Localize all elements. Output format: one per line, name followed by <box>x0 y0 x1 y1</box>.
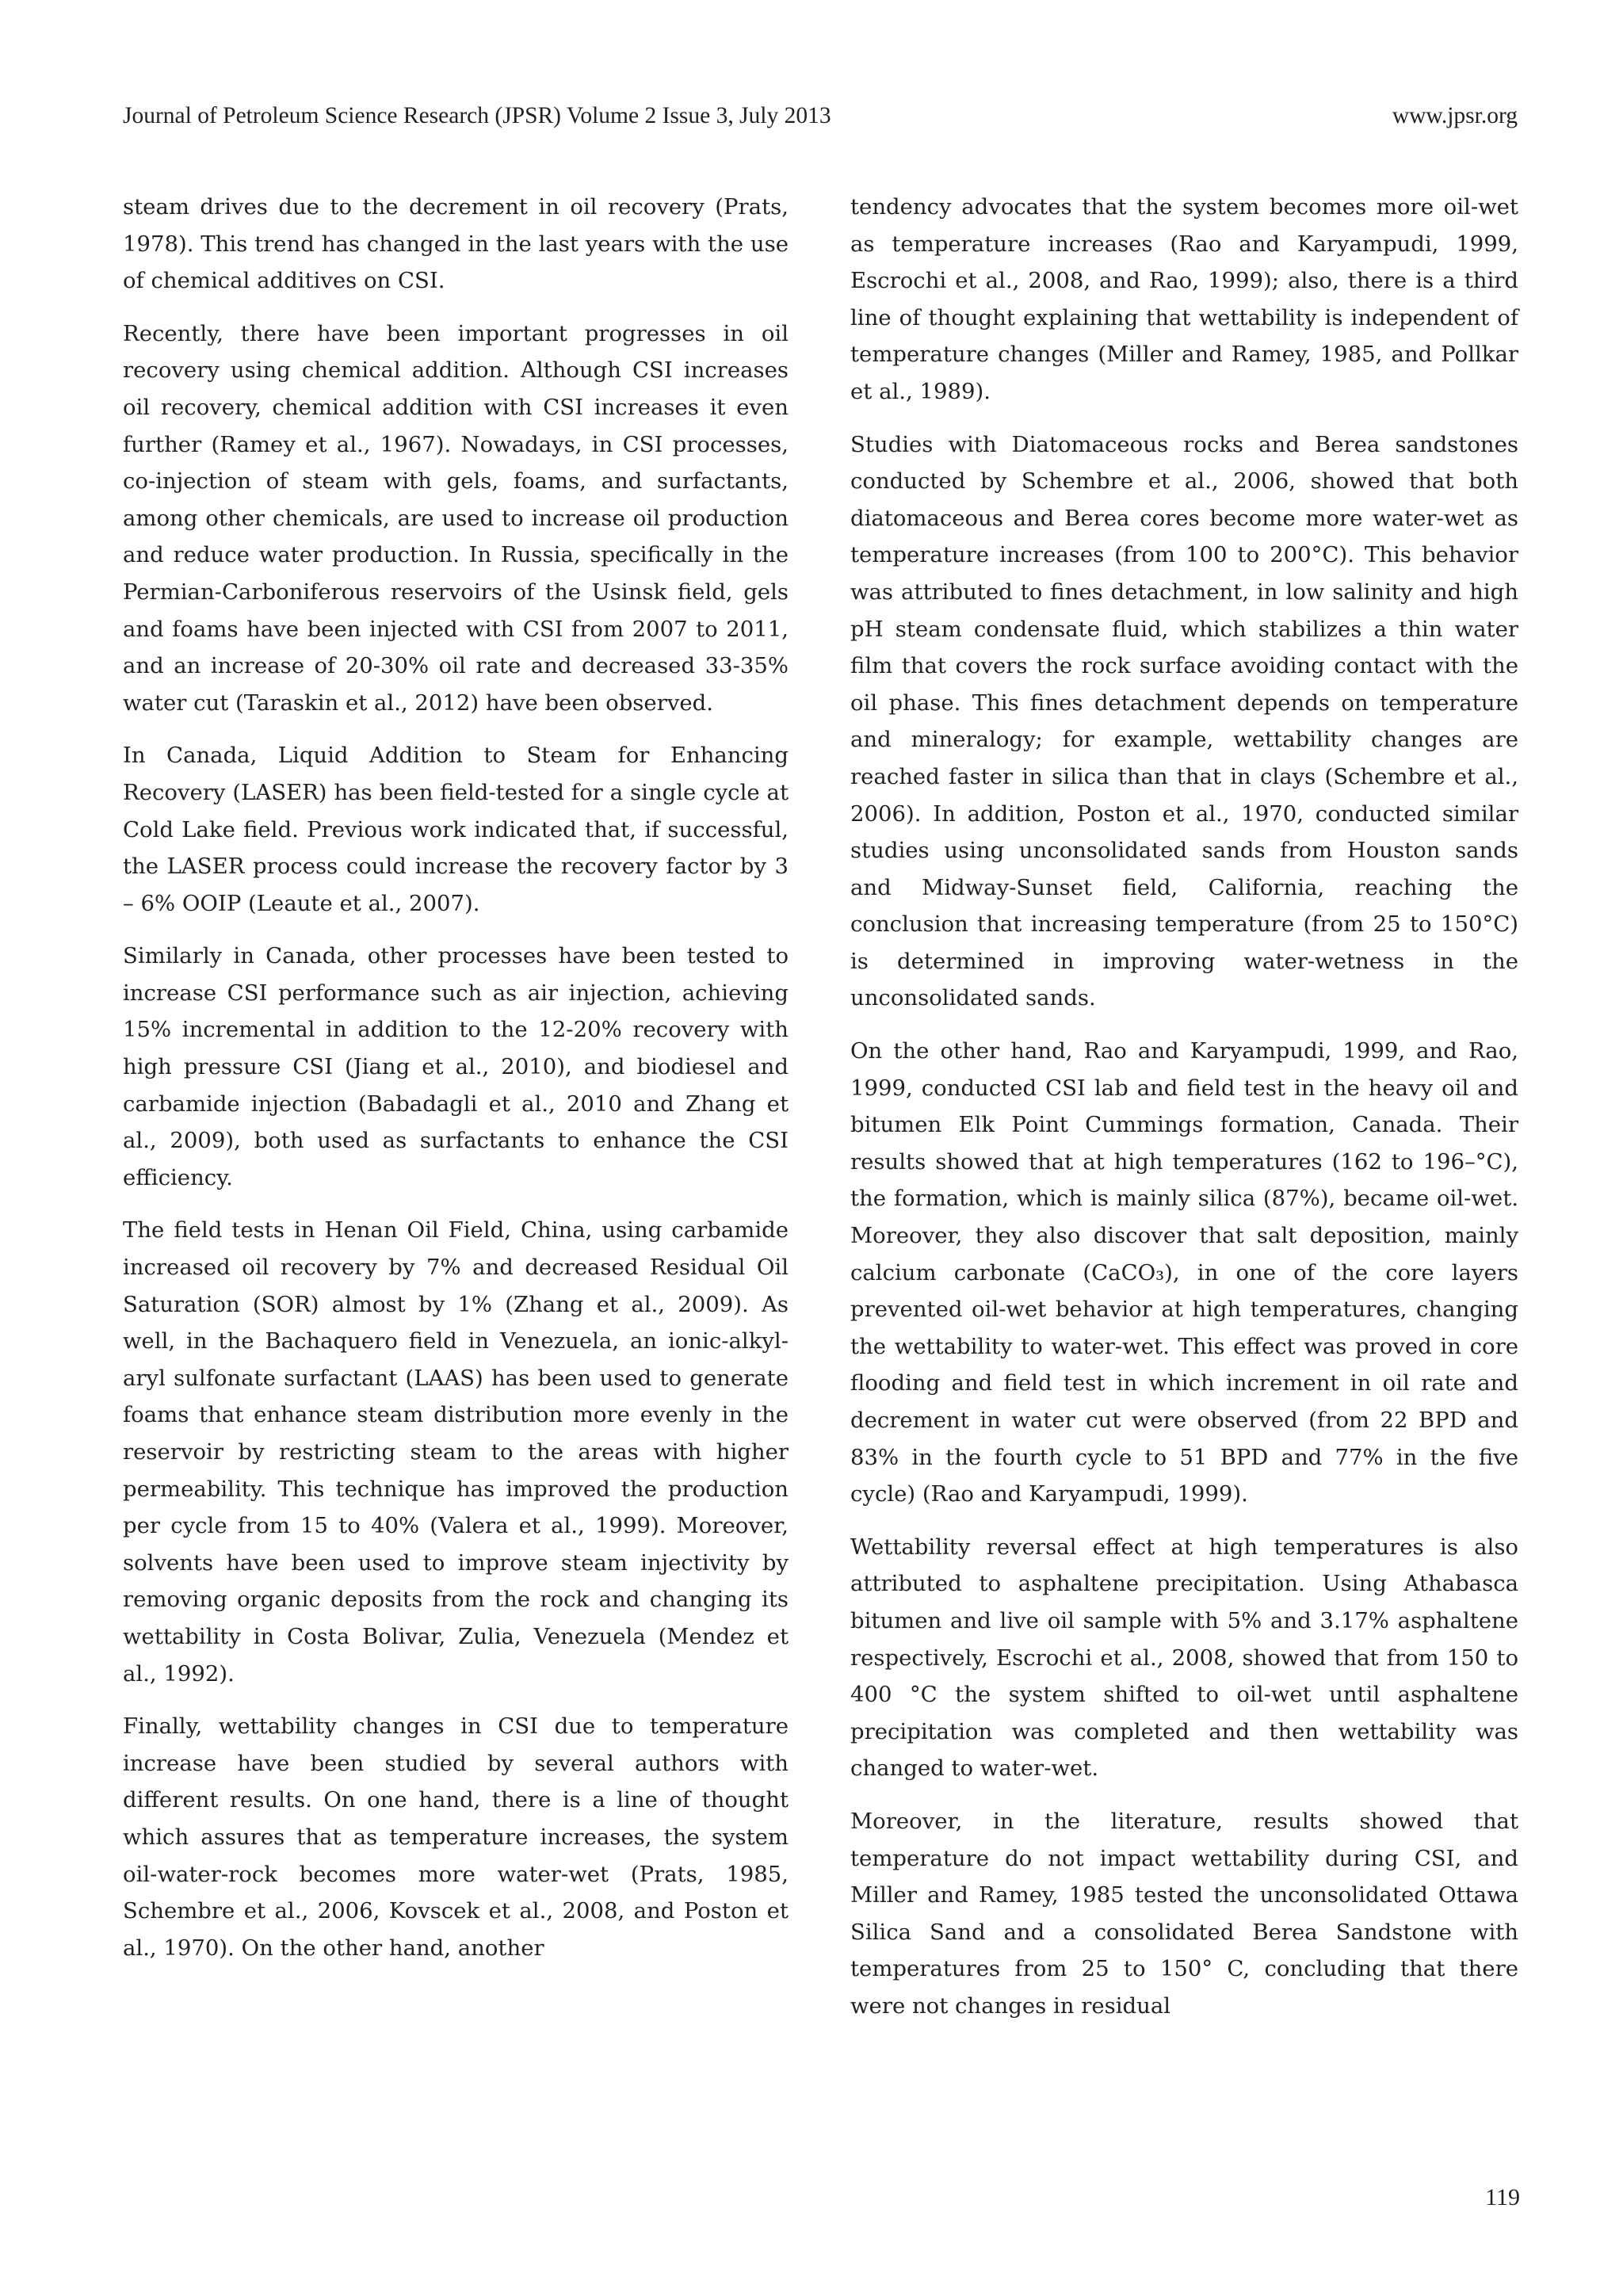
paragraph: Recently, there have been important progresses in oil recovery using chemical addition. Although CSI increases oil recovery, chemical addition with CSI increases it even further (Ramey et al., 1967). Nowadays, in CSI processes, co-injection of steam with gels, foams, and surfactants, among other chemicals, are used to increase oil production and reduce water production. In Russia, specifically in the Permian-Carboniferous reservoirs of the Usinsk field, gels and foams have been injected with CSI from 2007 to 2011, and an increase of 20-30% oil rate and decreased 33-35% water cut (Taraskin et al., 2012) have been observed. <box>123 320 789 716</box>
paragraph: Moreover, in the literature, results showed that temperature do not impact wettability during CSI, and Miller and Ramey, 1985 tested the unconsolidated Ottawa Silica Sand and a consolidated Berea Sandstone with temperatures from 25 to 150° C, concluding that there were not changes in residual <box>850 1808 1518 2019</box>
paragraph: In Canada, Liquid Addition to Steam for Enhancing Recovery (LASER) has been field-tested for a single cycle at Cold Lake field. Previous work indicated that, if successful, the LASER process could increase the recovery factor by 3 – 6% OOIP (Leaute et al., 2007). <box>123 743 789 916</box>
right-column <box>850 189 1518 2041</box>
paragraph: Studies with Diatomaceous rocks and Berea sandstones conducted by Schembre et al., 2006, showed that both diatomaceous and Berea cores become more water-wet as temperature increases (from 100 to 200°C). This behavior was attributed to fines detachment, in low salinity and high pH steam condensate fluid, which stabilizes a thin water film that covers the rock surface avoiding contact with the oil phase. This fines detachment depends on temperature and mineralogy; for example, wettability changes are reached faster in silica than that in clays (Schembre et al., 2006). In addition, Poston et al., 1970, conducted similar studies using unconsolidated sands from Houston sands and Midway-Sunset field, California, reaching the conclusion that increasing temperature (from 25 to 150°C) is determined in improving water-wetness in the unconsolidated sands. <box>850 431 1518 1011</box>
paragraph: tendency advocates that the system becomes more oil-wet as temperature increases (Rao and Karyampudi, 1999, Escrochi et al., 2008, and Rao, 1999); also, there is a third line of thought explaining that wettability is independent of temperature changes (Miller and Ramey, 1985, and Pollkar et al., 1989). <box>850 194 1518 404</box>
page-number: 119 <box>1485 2184 1520 2210</box>
paragraph: Wettability reversal effect at high temperatures is also attributed to asphaltene precipitation. Using Athabasca bitumen and live oil sample with 5% and 3.17% asphaltene respectively, Escrochi et al., 2008, showed that from 150 to 400 °C the system shifted to oil-wet until asphaltene precipitation was completed and then wettability was changed to water-wet. <box>850 1534 1518 1782</box>
paragraph: The field tests in Henan Oil Field, China, using carbamide increased oil recovery by 7% and decreased Residual Oil Saturation (SOR) almost by 1% (Zhang et al., 2009). As well, in the Bachaquero field in Venezuela, an ionic-alkyl-aryl sulfonate surfactant (LAAS) has been used to generate foams that enhance steam distribution more evenly in the reservoir by restricting steam to the areas with higher permeability. This technique has improved the production per cycle from 15 to 40% (Valera et al., 1999). Moreover, solvents have been used to improve steam injectivity by removing organic deposits from the rock and changing its wettability in Costa Bolivar, Zulia, Venezuela (Mendez et al., 1992). <box>123 1217 789 1687</box>
journal-title: Journal of Petroleum Science Research (JPSR) Volume 2 Issue 3, July 2013 <box>123 103 831 128</box>
paragraph: On the other hand, Rao and Karyampudi, 1999, and Rao, 1999, conducted CSI lab and field test in the heavy oil and bitumen Elk Point Cummings formation, Canada. Their results showed that at high temperatures (162 to 196–°C), the formation, which is mainly silica (87%), became oil-wet. Moreover, they also discover that salt deposition, mainly calcium carbonate (CaCO₃), in one of the core layers prevented oil-wet behavior at high temperatures, changing the wettability to water-wet. This effect was proved in core flooding and field test in which increment in oil rate and decrement in water cut were observed (from 22 BPD and 83% in the fourth cycle to 51 BPD and 77% in the five cycle) (Rao and Karyampudi, 1999). <box>850 1038 1518 1507</box>
journal-url: www.jpsr.org <box>1392 103 1518 128</box>
running-header <box>123 98 1518 133</box>
paragraph: Similarly in Canada, other processes have been tested to increase CSI performance such as air injection, achieving 15% incremental in addition to the 12-20% recovery with high pressure CSI (Jiang et al., 2010), and biodiesel and carbamide injection (Babadagli et al., 2010 and Zhang et al., 2009), both used as surfactants to enhance the CSI efficiency. <box>123 943 789 1190</box>
paragraph: Finally, wettability changes in CSI due to temperature increase have been studied by several authors with different results. On one hand, there is a line of thought which assures that as temperature increases, the system oil-water-rock becomes more water-wet (Prats, 1985, Schembre et al., 2006, Kovscek et al., 2008, and Poston et al., 1970). On the other hand, another <box>123 1713 789 1961</box>
left-column <box>123 189 789 1982</box>
paragraph: steam drives due to the decrement in oil recovery (Prats, 1978). This trend has changed in the last years with the use of chemical additives on CSI. <box>123 194 789 294</box>
